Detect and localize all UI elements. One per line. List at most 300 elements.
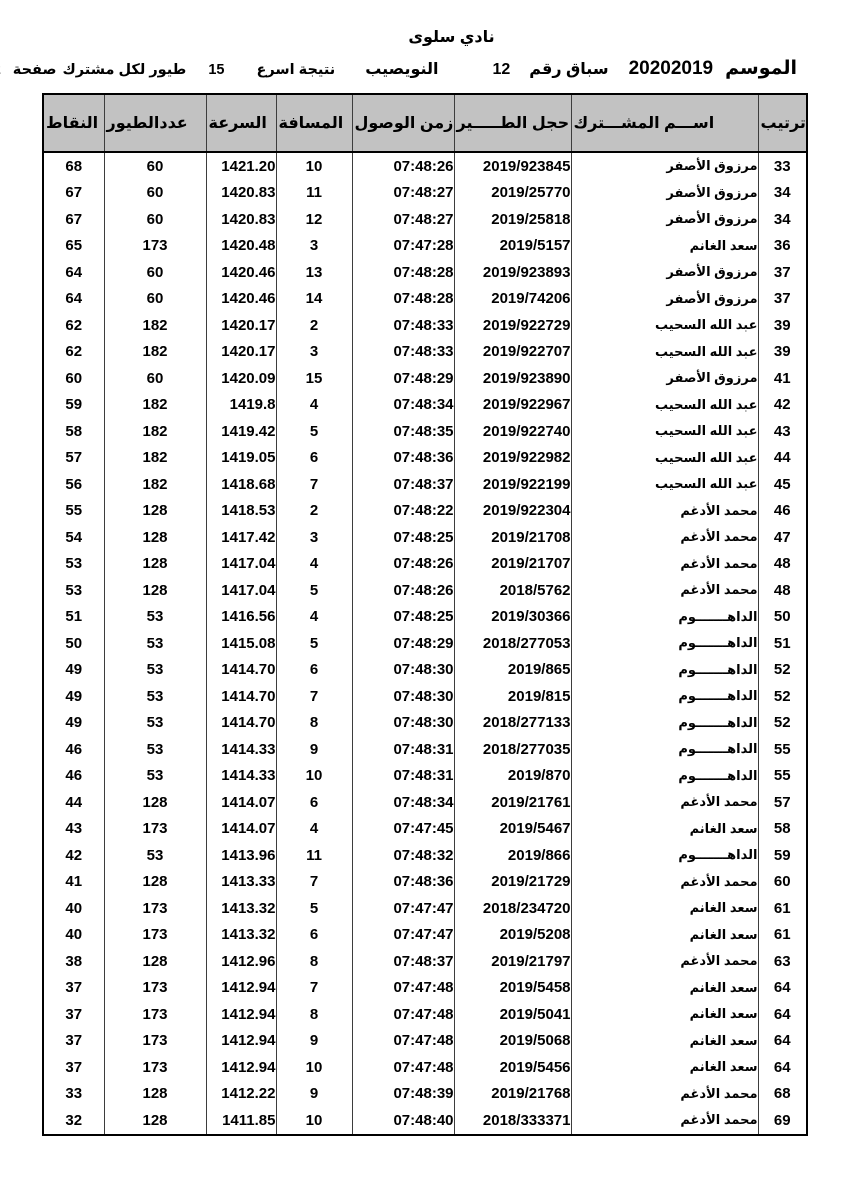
distance-cell: 3 (276, 233, 352, 260)
distance-cell: 3 (276, 339, 352, 366)
speed-cell: 1414.07 (206, 789, 276, 816)
ring-cell: 2019/21768 (454, 1081, 571, 1108)
result-row (43, 233, 807, 260)
result-row (43, 604, 807, 631)
rank-cell: 57 (758, 789, 807, 816)
ring-cell: 2019/815 (454, 683, 571, 710)
distance-cell: 7 (276, 869, 352, 896)
rank-cell: 46 (758, 498, 807, 525)
ring-cell: 2019/923890 (454, 365, 571, 392)
points-cell: 54 (43, 524, 104, 551)
distance-cell: 2 (276, 312, 352, 339)
rank-cell: 55 (758, 736, 807, 763)
arrival-time-cell: 07:48:33 (352, 312, 454, 339)
distance-cell: 10 (276, 1054, 352, 1081)
ring-cell: 2019/923845 (454, 152, 571, 180)
speed-cell: 1413.32 (206, 895, 276, 922)
arrival-time-cell: 07:48:26 (352, 551, 454, 578)
points-cell: 33 (43, 1081, 104, 1108)
bird-count-cell: 173 (104, 975, 206, 1002)
result-row (43, 948, 807, 975)
rank-cell: 37 (758, 259, 807, 286)
distance-cell: 11 (276, 842, 352, 869)
bird-count-cell: 182 (104, 445, 206, 472)
arrival-time-cell: 07:48:32 (352, 842, 454, 869)
info-line (12, 57, 797, 80)
result-row (43, 789, 807, 816)
bird-count-cell: 60 (104, 180, 206, 207)
bird-count-cell: 173 (104, 922, 206, 949)
ring-cell: 2019/865 (454, 657, 571, 684)
name-cell: محمد الأدغم (571, 1081, 758, 1108)
speed-cell: 1417.42 (206, 524, 276, 551)
name-cell: مرزوق الأصفر (571, 286, 758, 313)
name-cell: الداهـــــــوم (571, 657, 758, 684)
name-cell: سعد الغانم (571, 233, 758, 260)
points-cell: 58 (43, 418, 104, 445)
speed-cell: 1413.96 (206, 842, 276, 869)
ring-cell: 2019/870 (454, 763, 571, 790)
bird-count-cell: 182 (104, 339, 206, 366)
distance-cell: 9 (276, 736, 352, 763)
speed-cell: 1412.94 (206, 1054, 276, 1081)
ring-cell: 2019/922967 (454, 392, 571, 419)
rank-cell: 34 (758, 206, 807, 233)
rank-cell: 52 (758, 657, 807, 684)
distance-cell: 10 (276, 763, 352, 790)
rank-cell: 64 (758, 1001, 807, 1028)
result-row (43, 842, 807, 869)
points-cell: 67 (43, 206, 104, 233)
bird-count-header-label: عددالطيور (105, 95, 206, 151)
points-cell: 64 (43, 259, 104, 286)
result-row (43, 259, 807, 286)
rank-cell: 48 (758, 551, 807, 578)
bird-count-cell: 173 (104, 233, 206, 260)
ring-header-label: حجل الطـــــير (455, 95, 571, 151)
arrival-time-cell: 07:47:48 (352, 1054, 454, 1081)
arrival-time-cell: 07:48:37 (352, 948, 454, 975)
ring-cell: 2019/5467 (454, 816, 571, 843)
season-value: 20202019 (628, 58, 714, 79)
speed-cell: 1412.94 (206, 1001, 276, 1028)
bird-count-cell: 128 (104, 498, 206, 525)
arrival-time-cell: 07:48:28 (352, 259, 454, 286)
name-cell: عبد الله السحيب (571, 392, 758, 419)
rank-cell: 33 (758, 152, 807, 180)
distance-cell: 7 (276, 683, 352, 710)
bird-count-cell: 60 (104, 286, 206, 313)
points-cell: 56 (43, 471, 104, 498)
speed-cell: 1417.04 (206, 551, 276, 578)
points-cell: 53 (43, 577, 104, 604)
speed-cell: 1414.70 (206, 657, 276, 684)
speed-cell: 1419.8 (206, 392, 276, 419)
ring-cell: 2019/922707 (454, 339, 571, 366)
name-cell: الداهـــــــوم (571, 604, 758, 631)
name-cell: عبد الله السحيب (571, 339, 758, 366)
name-header-label: اســـم المشـــترك (572, 95, 758, 151)
speed-cell: 1420.48 (206, 233, 276, 260)
name-column-header (571, 94, 758, 152)
result-row (43, 895, 807, 922)
ring-cell: 2019/922729 (454, 312, 571, 339)
points-cell: 37 (43, 975, 104, 1002)
ring-cell: 2018/277053 (454, 630, 571, 657)
speed-cell: 1421.20 (206, 152, 276, 180)
ring-cell: 2019/5068 (454, 1028, 571, 1055)
bird-count-cell: 128 (104, 577, 206, 604)
ring-cell: 2019/5157 (454, 233, 571, 260)
name-cell: عبد الله السحيب (571, 445, 758, 472)
rank-cell: 36 (758, 233, 807, 260)
name-cell: الداهـــــــوم (571, 763, 758, 790)
name-cell: الداهـــــــوم (571, 710, 758, 737)
name-cell: مرزوق الأصفر (571, 206, 758, 233)
speed-cell: 1418.68 (206, 471, 276, 498)
points-cell: 49 (43, 657, 104, 684)
bird-count-cell: 128 (104, 948, 206, 975)
arrival-time-cell: 07:48:31 (352, 736, 454, 763)
distance-cell: 8 (276, 1001, 352, 1028)
arrival-time-cell: 07:48:37 (352, 471, 454, 498)
ring-cell: 2019/922740 (454, 418, 571, 445)
speed-cell: 1417.04 (206, 577, 276, 604)
distance-cell: 4 (276, 816, 352, 843)
ring-cell: 2019/5208 (454, 922, 571, 949)
result-row (43, 312, 807, 339)
ring-cell: 2019/5458 (454, 975, 571, 1002)
ring-cell: 2018/333371 (454, 1107, 571, 1135)
arrival-time-cell: 07:48:31 (352, 763, 454, 790)
result-row (43, 683, 807, 710)
points-cell: 46 (43, 736, 104, 763)
result-row (43, 392, 807, 419)
result-row (43, 657, 807, 684)
bird-count-cell: 53 (104, 842, 206, 869)
speed-cell: 1418.53 (206, 498, 276, 525)
result-count: 15 (208, 62, 225, 78)
name-cell: الداهـــــــوم (571, 736, 758, 763)
distance-cell: 13 (276, 259, 352, 286)
points-cell: 40 (43, 922, 104, 949)
rank-cell: 68 (758, 1081, 807, 1108)
name-cell: مرزوق الأصفر (571, 152, 758, 180)
points-cell: 37 (43, 1001, 104, 1028)
name-cell: محمد الأدغم (571, 577, 758, 604)
bird-count-cell: 53 (104, 736, 206, 763)
speed-cell: 1414.70 (206, 683, 276, 710)
bird-count-cell: 173 (104, 1028, 206, 1055)
name-cell: سعد الغانم (571, 1054, 758, 1081)
bird-count-cell: 60 (104, 259, 206, 286)
points-cell: 43 (43, 816, 104, 843)
race-label: سباق رقم (529, 61, 609, 78)
points-column-header (43, 94, 104, 152)
points-header-label: النقاط (44, 95, 104, 151)
points-cell: 57 (43, 445, 104, 472)
bird-count-column-header (104, 94, 206, 152)
ring-cell: 2019/74206 (454, 286, 571, 313)
name-cell: سعد الغانم (571, 975, 758, 1002)
points-cell: 59 (43, 392, 104, 419)
distance-cell: 9 (276, 1028, 352, 1055)
distance-cell: 2 (276, 498, 352, 525)
name-cell: سعد الغانم (571, 895, 758, 922)
bird-count-cell: 60 (104, 152, 206, 180)
page-label: صفحة (12, 62, 57, 78)
result-row (43, 1107, 807, 1135)
result-row (43, 1001, 807, 1028)
name-cell: الداهـــــــوم (571, 683, 758, 710)
distance-cell: 5 (276, 418, 352, 445)
distance-column-header (276, 94, 352, 152)
arrival-time-cell: 07:47:48 (352, 1028, 454, 1055)
ring-cell: 2019/922199 (454, 471, 571, 498)
distance-cell: 10 (276, 152, 352, 180)
rank-column-header (758, 94, 807, 152)
ring-cell: 2019/21707 (454, 551, 571, 578)
speed-cell: 1420.09 (206, 365, 276, 392)
rank-cell: 52 (758, 683, 807, 710)
distance-header-label: المسافة (277, 95, 352, 151)
name-cell: مرزوق الأصفر (571, 180, 758, 207)
rank-cell: 52 (758, 710, 807, 737)
ring-cell: 2018/277035 (454, 736, 571, 763)
result-row (43, 180, 807, 207)
speed-cell: 1412.94 (206, 975, 276, 1002)
arrival-time-cell: 07:48:26 (352, 577, 454, 604)
result-row (43, 1054, 807, 1081)
speed-cell: 1412.22 (206, 1081, 276, 1108)
bird-count-cell: 173 (104, 816, 206, 843)
distance-cell: 7 (276, 471, 352, 498)
bird-count-cell: 128 (104, 524, 206, 551)
result-row (43, 152, 807, 180)
speed-cell: 1413.33 (206, 869, 276, 896)
name-cell: مرزوق الأصفر (571, 365, 758, 392)
bird-count-cell: 182 (104, 392, 206, 419)
result-row (43, 1081, 807, 1108)
points-cell: 49 (43, 710, 104, 737)
rank-cell: 61 (758, 922, 807, 949)
points-cell: 38 (43, 948, 104, 975)
result-row (43, 365, 807, 392)
result-row (43, 206, 807, 233)
distance-cell: 6 (276, 922, 352, 949)
arrival-time-cell: 07:48:30 (352, 657, 454, 684)
bird-count-cell: 53 (104, 710, 206, 737)
distance-cell: 5 (276, 630, 352, 657)
bird-count-cell: 128 (104, 869, 206, 896)
distance-cell: 4 (276, 551, 352, 578)
ring-cell: 2019/5041 (454, 1001, 571, 1028)
speed-cell: 1420.17 (206, 312, 276, 339)
speed-cell: 1420.17 (206, 339, 276, 366)
name-cell: سعد الغانم (571, 1028, 758, 1055)
points-cell: 62 (43, 312, 104, 339)
bird-count-cell: 60 (104, 365, 206, 392)
rank-cell: 39 (758, 339, 807, 366)
bird-count-cell: 173 (104, 1001, 206, 1028)
arrival-time-cell: 07:47:28 (352, 233, 454, 260)
ring-cell: 2018/277133 (454, 710, 571, 737)
ring-cell: 2018/5762 (454, 577, 571, 604)
bird-count-cell: 60 (104, 206, 206, 233)
points-cell: 41 (43, 869, 104, 896)
name-cell: سعد الغانم (571, 922, 758, 949)
arrival-time-column-header (352, 94, 454, 152)
ring-cell: 2019/30366 (454, 604, 571, 631)
rank-cell: 50 (758, 604, 807, 631)
result-row (43, 816, 807, 843)
points-cell: 62 (43, 339, 104, 366)
bird-count-cell: 128 (104, 1081, 206, 1108)
rank-cell: 64 (758, 975, 807, 1002)
distance-cell: 8 (276, 948, 352, 975)
rank-cell: 51 (758, 630, 807, 657)
ring-cell: 2019/25818 (454, 206, 571, 233)
speed-cell: 1419.42 (206, 418, 276, 445)
results-table-head (43, 94, 807, 152)
speed-cell: 1420.83 (206, 180, 276, 207)
rank-cell: 45 (758, 471, 807, 498)
distance-cell: 12 (276, 206, 352, 233)
points-cell: 44 (43, 789, 104, 816)
distance-cell: 7 (276, 975, 352, 1002)
ring-cell: 2019/21797 (454, 948, 571, 975)
bird-count-cell: 53 (104, 630, 206, 657)
distance-cell: 6 (276, 657, 352, 684)
arrival-time-cell: 07:48:29 (352, 365, 454, 392)
arrival-time-cell: 07:48:25 (352, 604, 454, 631)
ring-cell: 2019/25770 (454, 180, 571, 207)
points-cell: 65 (43, 233, 104, 260)
name-cell: محمد الأدغم (571, 948, 758, 975)
name-cell: مرزوق الأصفر (571, 259, 758, 286)
rank-cell: 37 (758, 286, 807, 313)
points-cell: 37 (43, 1028, 104, 1055)
speed-cell: 1414.33 (206, 736, 276, 763)
points-cell: 53 (43, 551, 104, 578)
points-cell: 42 (43, 842, 104, 869)
bird-count-cell: 182 (104, 418, 206, 445)
club-title: نادي سلوى (408, 29, 495, 46)
rank-cell: 34 (758, 180, 807, 207)
result-row (43, 471, 807, 498)
result-row (43, 339, 807, 366)
rank-cell: 42 (758, 392, 807, 419)
ring-cell: 2019/5456 (454, 1054, 571, 1081)
arrival-time-cell: 07:48:28 (352, 286, 454, 313)
speed-cell: 1415.08 (206, 630, 276, 657)
arrival-time-cell: 07:48:25 (352, 524, 454, 551)
speed-header-label: السرعة (207, 95, 276, 151)
arrival-time-cell: 07:48:27 (352, 180, 454, 207)
points-cell: 32 (43, 1107, 104, 1135)
distance-cell: 10 (276, 1107, 352, 1135)
arrival-time-cell: 07:48:40 (352, 1107, 454, 1135)
bird-count-cell: 53 (104, 683, 206, 710)
distance-cell: 6 (276, 789, 352, 816)
result-row (43, 710, 807, 737)
speed-cell: 1413.32 (206, 922, 276, 949)
ring-cell: 2019/21708 (454, 524, 571, 551)
result-row (43, 524, 807, 551)
distance-cell: 9 (276, 1081, 352, 1108)
arrival-time-cell: 07:48:26 (352, 152, 454, 180)
result-row (43, 445, 807, 472)
rank-cell: 47 (758, 524, 807, 551)
name-cell: عبد الله السحيب (571, 471, 758, 498)
bird-count-cell: 53 (104, 763, 206, 790)
result-row (43, 286, 807, 313)
bird-count-cell: 53 (104, 604, 206, 631)
results-table (42, 93, 808, 1136)
rank-cell: 69 (758, 1107, 807, 1135)
arrival-time-cell: 07:48:33 (352, 339, 454, 366)
points-cell: 67 (43, 180, 104, 207)
arrival-time-cell: 07:47:47 (352, 895, 454, 922)
speed-cell: 1420.46 (206, 259, 276, 286)
speed-cell: 1414.70 (206, 710, 276, 737)
distance-cell: 3 (276, 524, 352, 551)
rank-cell: 39 (758, 312, 807, 339)
name-cell: محمد الأدغم (571, 524, 758, 551)
arrival-time-cell: 07:48:36 (352, 869, 454, 896)
distance-cell: 4 (276, 392, 352, 419)
arrival-time-cell: 07:47:47 (352, 922, 454, 949)
points-cell: 60 (43, 365, 104, 392)
ring-cell: 2018/234720 (454, 895, 571, 922)
arrival-time-cell: 07:48:27 (352, 206, 454, 233)
result-row (43, 1028, 807, 1055)
rank-cell: 64 (758, 1028, 807, 1055)
result-row (43, 577, 807, 604)
distance-cell: 11 (276, 180, 352, 207)
speed-cell: 1419.05 (206, 445, 276, 472)
race-number: 12 (492, 61, 511, 78)
points-cell: 50 (43, 630, 104, 657)
name-cell: محمد الأدغم (571, 498, 758, 525)
name-cell: محمد الأدغم (571, 551, 758, 578)
header-row (43, 94, 807, 152)
arrival-time-cell: 07:47:45 (352, 816, 454, 843)
distance-cell: 8 (276, 710, 352, 737)
arrival-time-cell: 07:48:29 (352, 630, 454, 657)
points-cell: 46 (43, 763, 104, 790)
ring-column-header (454, 94, 571, 152)
name-cell: سعد الغانم (571, 1001, 758, 1028)
ring-cell: 2019/922982 (454, 445, 571, 472)
rank-cell: 60 (758, 869, 807, 896)
points-cell: 40 (43, 895, 104, 922)
rank-cell: 44 (758, 445, 807, 472)
arrival-time-cell: 07:48:30 (352, 683, 454, 710)
result-row (43, 630, 807, 657)
result-row (43, 975, 807, 1002)
result-row (43, 869, 807, 896)
rank-cell: 61 (758, 895, 807, 922)
points-cell: 55 (43, 498, 104, 525)
bird-count-cell: 182 (104, 312, 206, 339)
ring-cell: 2019/866 (454, 842, 571, 869)
arrival-time-cell: 07:48:36 (352, 445, 454, 472)
bird-count-cell: 128 (104, 551, 206, 578)
arrival-time-cell: 07:48:34 (352, 392, 454, 419)
points-cell: 64 (43, 286, 104, 313)
rank-cell: 41 (758, 365, 807, 392)
